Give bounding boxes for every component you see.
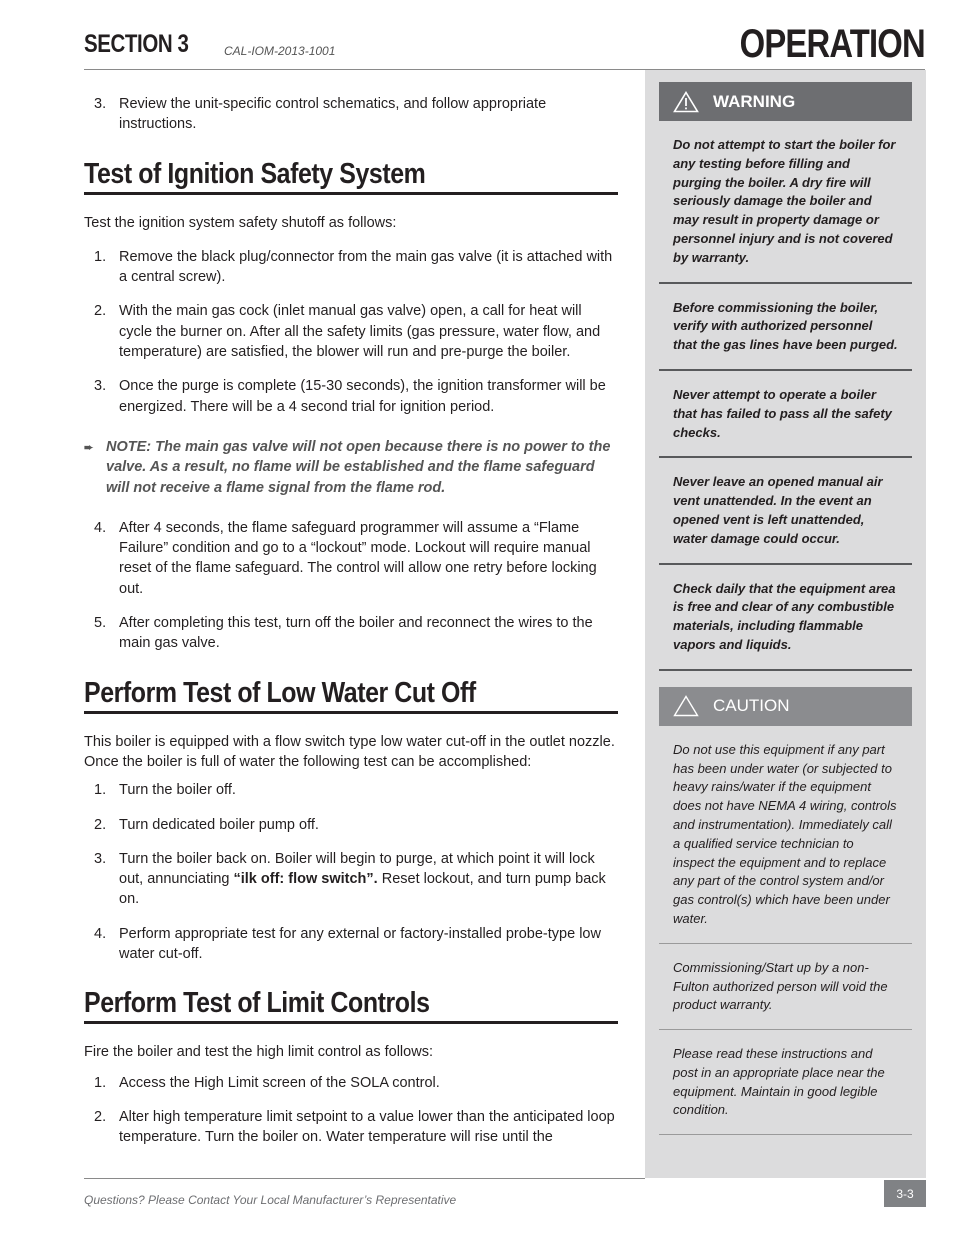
list-text: With the main gas cock (inlet manual gas valve) open, a call for heat will cycle the burner on. After all the safety limits (gas pressure, water flow, and temperature) are satisfied, the blower will run and pre-purge the boiler. <box>119 303 601 361</box>
ignition-heading-block <box>84 157 618 195</box>
limit-heading: Perform Test of Limit Controls <box>84 987 430 1020</box>
caution-item: Please read these instructions and post in an appropriate place near the equipment. Maintain in good legible condition. <box>659 1030 912 1135</box>
warning-triangle-icon <box>673 91 699 113</box>
list-text: After completing this test, turn off the boiler and reconnect the wires to the main gas valve. <box>119 615 593 652</box>
list-number: 2. <box>94 303 107 320</box>
footer-rule <box>84 1178 645 1179</box>
list-number: 5. <box>94 615 107 632</box>
list-item <box>84 1073 618 1093</box>
warning-item: Never attempt to operate a boiler that has failed to pass all the safety checks. <box>659 371 912 458</box>
list-number: 3. <box>94 378 107 395</box>
warning-item: Do not attempt to start the boiler for any testing before filling and purging the boiler. A dry fire will seriously damage the boiler and may result in property damage or personnel injury and is not covered by warranty. <box>659 121 912 284</box>
list-number: 1. <box>94 782 107 799</box>
warning-header <box>659 82 912 121</box>
list-text: Access the High Limit screen of the SOLA control. <box>119 1074 440 1091</box>
list-number: 3. <box>94 850 107 867</box>
list-number: 4. <box>94 519 107 536</box>
warning-item: Check daily that the equipment area is free and clear of any combustible materials, including flammable vapors and liquids. <box>659 565 912 671</box>
status-message: “ilk off: flow switch”. <box>233 871 378 888</box>
list-item <box>84 613 618 654</box>
list-text-continued: Reset lockout, and turn pump back on. <box>119 871 606 908</box>
caution-triangle-icon <box>673 695 699 717</box>
list-item <box>84 815 618 835</box>
footer-text: Questions? Please Contact Your Local Manufacturer’s Representative <box>84 1193 457 1207</box>
list-item <box>84 780 618 800</box>
arrow-right-icon: ➨ <box>84 441 94 454</box>
list-item <box>84 924 618 965</box>
list-text: Review the unit-specific control schematics, and follow appropriate instructions. <box>119 96 547 133</box>
note-callout <box>84 437 618 498</box>
list-item <box>84 94 618 135</box>
list-item <box>84 301 618 362</box>
limit-lead: Fire the boiler and test the high limit control as follows: <box>84 1044 433 1061</box>
list-number: 2. <box>94 1108 107 1125</box>
document-code: CAL-IOM-2013-1001 <box>224 44 336 58</box>
warning-item: Before commissioning the boiler, verify with authorized personnel that the gas lines have been purged. <box>659 284 912 371</box>
page-title: OPERATION <box>739 22 925 66</box>
list-text: After 4 seconds, the flame safeguard programmer will assume a “Flame Failure” condition and go to a “lockout” mode. Lockout will require manual reset of the flame safeguard. The control will allow one retry before locking out. <box>119 519 597 597</box>
list-number: 4. <box>94 925 107 942</box>
list-number: 1. <box>94 1074 107 1091</box>
list-item <box>84 376 618 417</box>
list-number: 2. <box>94 816 107 833</box>
list-text: Remove the black plug/connector from the main gas valve (it is attached with a central screw). <box>119 248 613 286</box>
list-text: Turn the boiler off. <box>119 782 236 799</box>
safety-sidebar <box>645 70 926 1178</box>
warning-label: WARNING <box>713 91 796 111</box>
list-text: Perform appropriate test for any external or factory-installed probe-type low water cut-off. <box>119 925 601 963</box>
page-number: 3-3 <box>884 1180 926 1207</box>
main-content <box>84 94 618 1162</box>
caution-header <box>659 687 912 726</box>
list-text: Turn dedicated boiler pump off. <box>119 816 319 833</box>
list-item <box>84 247 618 288</box>
caution-label: CAUTION <box>713 696 790 716</box>
ignition-lead: Test the ignition system safety shutoff as follows: <box>84 214 397 231</box>
caution-item: Do not use this equipment if any part has been under water (or subjected to heavy rains/water if the equipment does not have NEMA 4 wiring, controls and instrumentation). Immediately call a qualified service technician to inspect the equipment and to replace any part of the control system and/or gas control(s) which have been under water. <box>659 726 912 944</box>
list-text: Alter high temperature limit setpoint to a value lower than the anticipated loop temperature. Turn the boiler on. Water temperature will rise until the <box>119 1108 615 1146</box>
note-text: NOTE: The main gas valve will not open because there is no power to the valve. As a result, no flame will be established and the flame safeguard will not receive a flame signal from the flame rod. <box>106 438 611 496</box>
lwco-heading: Perform Test of Low Water Cut Off <box>84 676 476 709</box>
caution-item: Commissioning/Start up by a non-Fulton authorized person will void the product warranty. <box>659 944 912 1030</box>
ignition-heading: Test of Ignition Safety System <box>84 157 426 190</box>
list-number: 1. <box>94 248 107 265</box>
limit-heading-block <box>84 986 618 1024</box>
list-item <box>84 849 618 910</box>
list-number: 3. <box>94 96 107 112</box>
lwco-lead: This boiler is equipped with a flow switch type low water cut-off in the outlet nozzle. Once the boiler is full of water the following test can be accomplished: <box>84 733 615 770</box>
list-item <box>84 1107 618 1148</box>
list-text: Turn the boiler back on. Boiler will begin to purge, at which point it will lock out, annunciating <box>119 850 595 888</box>
section-label: SECTION 3 <box>84 30 189 58</box>
list-text: Once the purge is complete (15-30 seconds), the ignition transformer will be energized. There will be a 4 second trial for ignition period. <box>119 378 606 415</box>
list-item <box>84 518 618 599</box>
warning-item: Never leave an opened manual air vent unattended. In the event an opened vent is left unattended, water damage could occur. <box>659 458 912 564</box>
lwco-heading-block <box>84 676 618 714</box>
